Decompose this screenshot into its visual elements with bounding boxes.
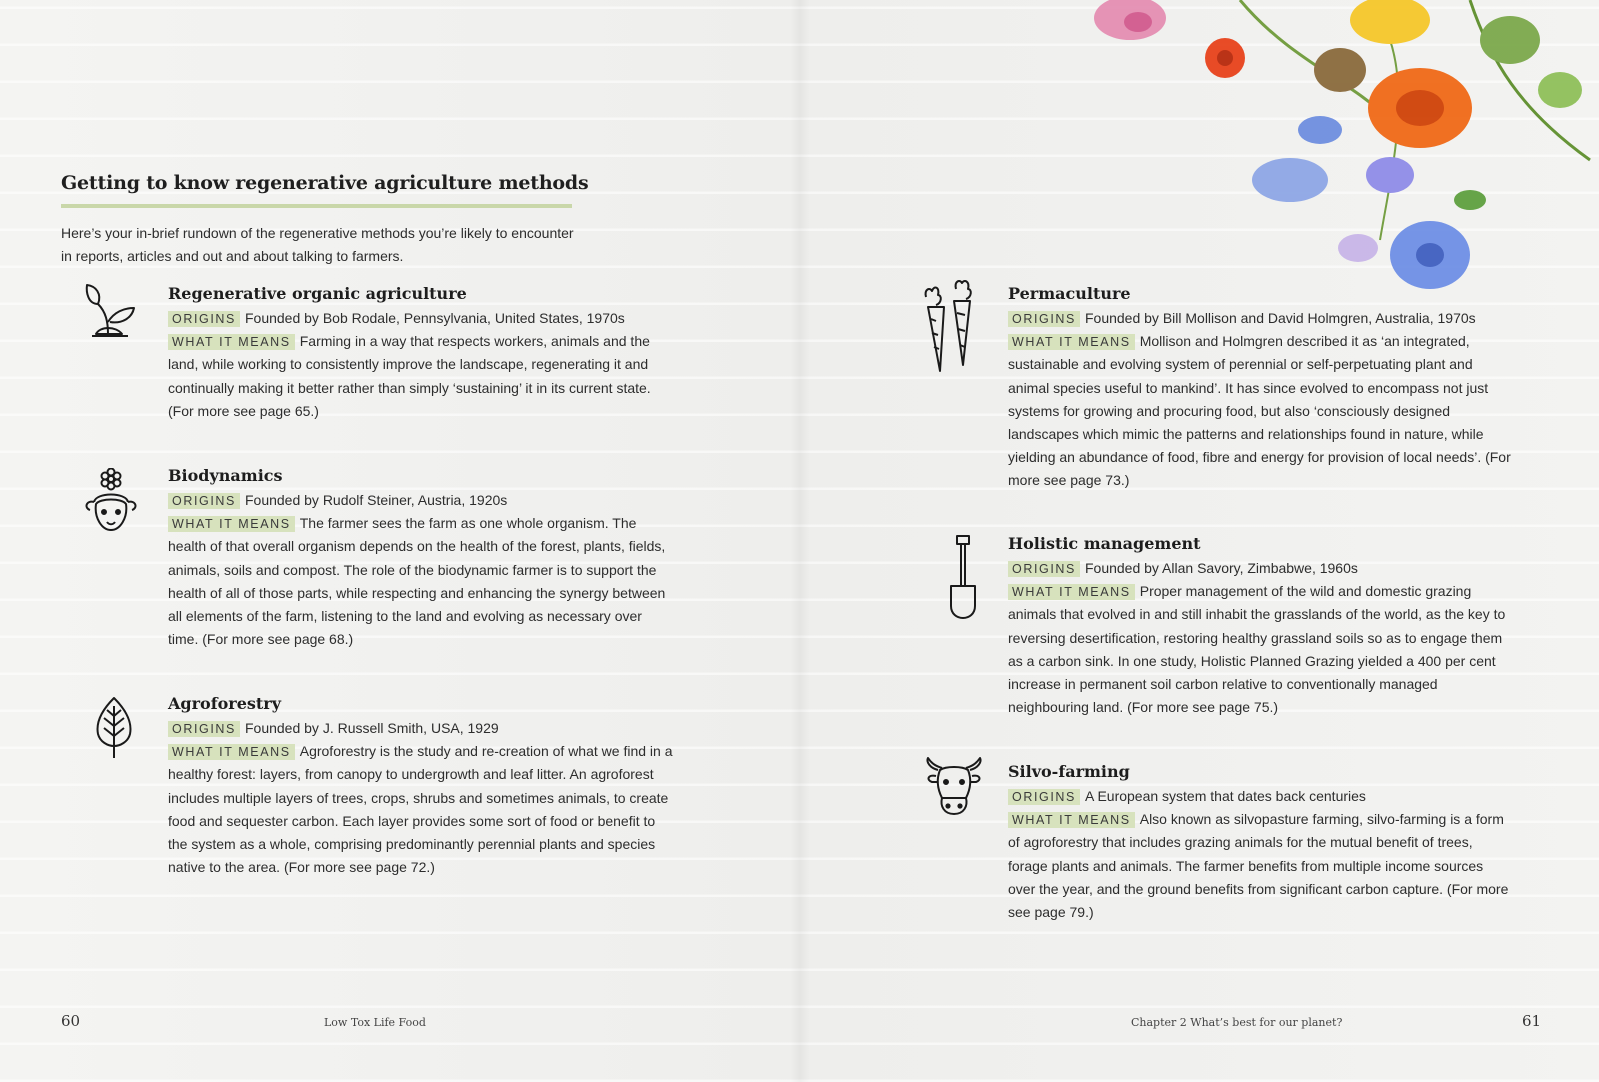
meaning-text: Also known as silvopasture farming, silvo-farming is a form of agroforestry that includes grazing animals for the mutual benefit of trees, forage plants and animals. The farmer benefits from multiple income sources over the year, and the ground benefits from significant carbon capture. (For more see page 79.) xyxy=(1008,811,1509,921)
title-underline xyxy=(61,204,572,208)
left-page-number: 60 xyxy=(61,1012,81,1030)
origins-tag: ORIGINS xyxy=(1008,311,1080,327)
origins-tag: ORIGINS xyxy=(1008,789,1080,805)
right-page-number: 61 xyxy=(1522,1012,1542,1030)
origins-text: Founded by Bob Rodale, Pennsylvania, United States, 1970s xyxy=(244,310,625,326)
origins-text: Founded by Rudolf Steiner, Austria, 1920s xyxy=(244,492,508,508)
carrots-icon xyxy=(920,277,976,375)
what-it-means-tag: WHAT IT MEANS xyxy=(1008,584,1135,600)
left-running-footer: Low Tox Life Food xyxy=(324,1016,426,1029)
entry-heading: Agroforestry xyxy=(168,694,281,713)
what-it-means-tag: WHAT IT MEANS xyxy=(1008,812,1135,828)
origins-text: Founded by Bill Mollison and David Holmgren, Australia, 1970s xyxy=(1084,310,1476,326)
flowers-photo xyxy=(1090,0,1599,310)
cow-head-icon xyxy=(924,756,984,818)
meaning-text: Mollison and Holmgren described it as ‘an integrated, sustainable and evolving system of perennial or self-perpetuating plant and animal species useful to mankind’. It has since evolved to encompass not just systems for growing and procuring food, but also ‘consciously designed landscapes which mimic the patterns and relationships found in nature, while yielding an abundance of food, fibre and energy for provision of local needs’. (For more see page 73.) xyxy=(1008,333,1511,489)
shovel-icon xyxy=(948,534,978,620)
entry-heading: Biodynamics xyxy=(168,466,283,485)
right-running-footer: Chapter 2 What’s best for our planet? xyxy=(1131,1016,1343,1029)
page-title: Getting to know regenerative agriculture methods xyxy=(61,172,589,194)
meaning-text: Farming in a way that respects workers, animals and the land, while working to consistently improve the landscape, regenerating it and continually making it better rather than simply ‘sustaining’ it in its current state. (For more see page 65.) xyxy=(168,333,651,419)
leaf-icon xyxy=(94,696,134,760)
what-it-means-tag: WHAT IT MEANS xyxy=(1008,334,1135,350)
sprout-icon xyxy=(84,282,138,340)
meaning-text: The farmer sees the farm as one whole organism. The health of that overall organism depends on the health of the forest, plants, fields, animals, soils and compost. The role of the biodynamic farmer is to support the health of all of those parts, while respecting and enhancing the synergy between all elements of the farm, listening to the land and evolving as necessary over time. (For more see page 68.) xyxy=(168,515,666,648)
origins-tag: ORIGINS xyxy=(168,721,240,737)
origins-tag: ORIGINS xyxy=(168,493,240,509)
what-it-means-tag: WHAT IT MEANS xyxy=(168,744,295,760)
meaning-text: Proper management of the wild and domestic grazing animals that evolved in and still inhabit the grasslands of the world, as the key to reversing desertification, restoring healthy grassland soils so as to engage them as a carbon sink. In one study, Holistic Planned Grazing yielded a 400 per cent increase in permanent soil carbon relative to conventionally managed neighbouring land. (For more see page 75.) xyxy=(1008,583,1506,716)
origins-tag: ORIGINS xyxy=(1008,561,1080,577)
sheep-with-flower-icon xyxy=(82,468,140,538)
entry-heading: Holistic management xyxy=(1008,534,1201,553)
entry-heading: Silvo-farming xyxy=(1008,762,1130,781)
page-gutter xyxy=(790,0,810,1082)
entry-heading: Regenerative organic agriculture xyxy=(168,284,467,303)
what-it-means-tag: WHAT IT MEANS xyxy=(168,516,295,532)
what-it-means-tag: WHAT IT MEANS xyxy=(168,334,295,350)
origins-text: Founded by J. Russell Smith, USA, 1929 xyxy=(244,720,499,736)
origins-text: A European system that dates back centuries xyxy=(1084,788,1366,804)
meaning-text: Agroforestry is the study and re-creation of what we find in a healthy forest: layers, from canopy to undergrowth and leaf litter. An agroforest includes multiple layers of trees, crops, shrubs and sometimes animals, to create food and sequester carbon. Each layer provides some sort of food or benefit to the system as a whole, comprising predominantly perennial plants and species native to the area. (For more see page 72.) xyxy=(168,743,673,876)
intro-paragraph: Here’s your in-brief rundown of the regenerative methods you’re likely to encounter in reports, articles and out and about talking to farmers. xyxy=(61,225,574,264)
entry-heading: Permaculture xyxy=(1008,284,1131,303)
origins-text: Founded by Allan Savory, Zimbabwe, 1960s xyxy=(1084,560,1358,576)
origins-tag: ORIGINS xyxy=(168,311,240,327)
